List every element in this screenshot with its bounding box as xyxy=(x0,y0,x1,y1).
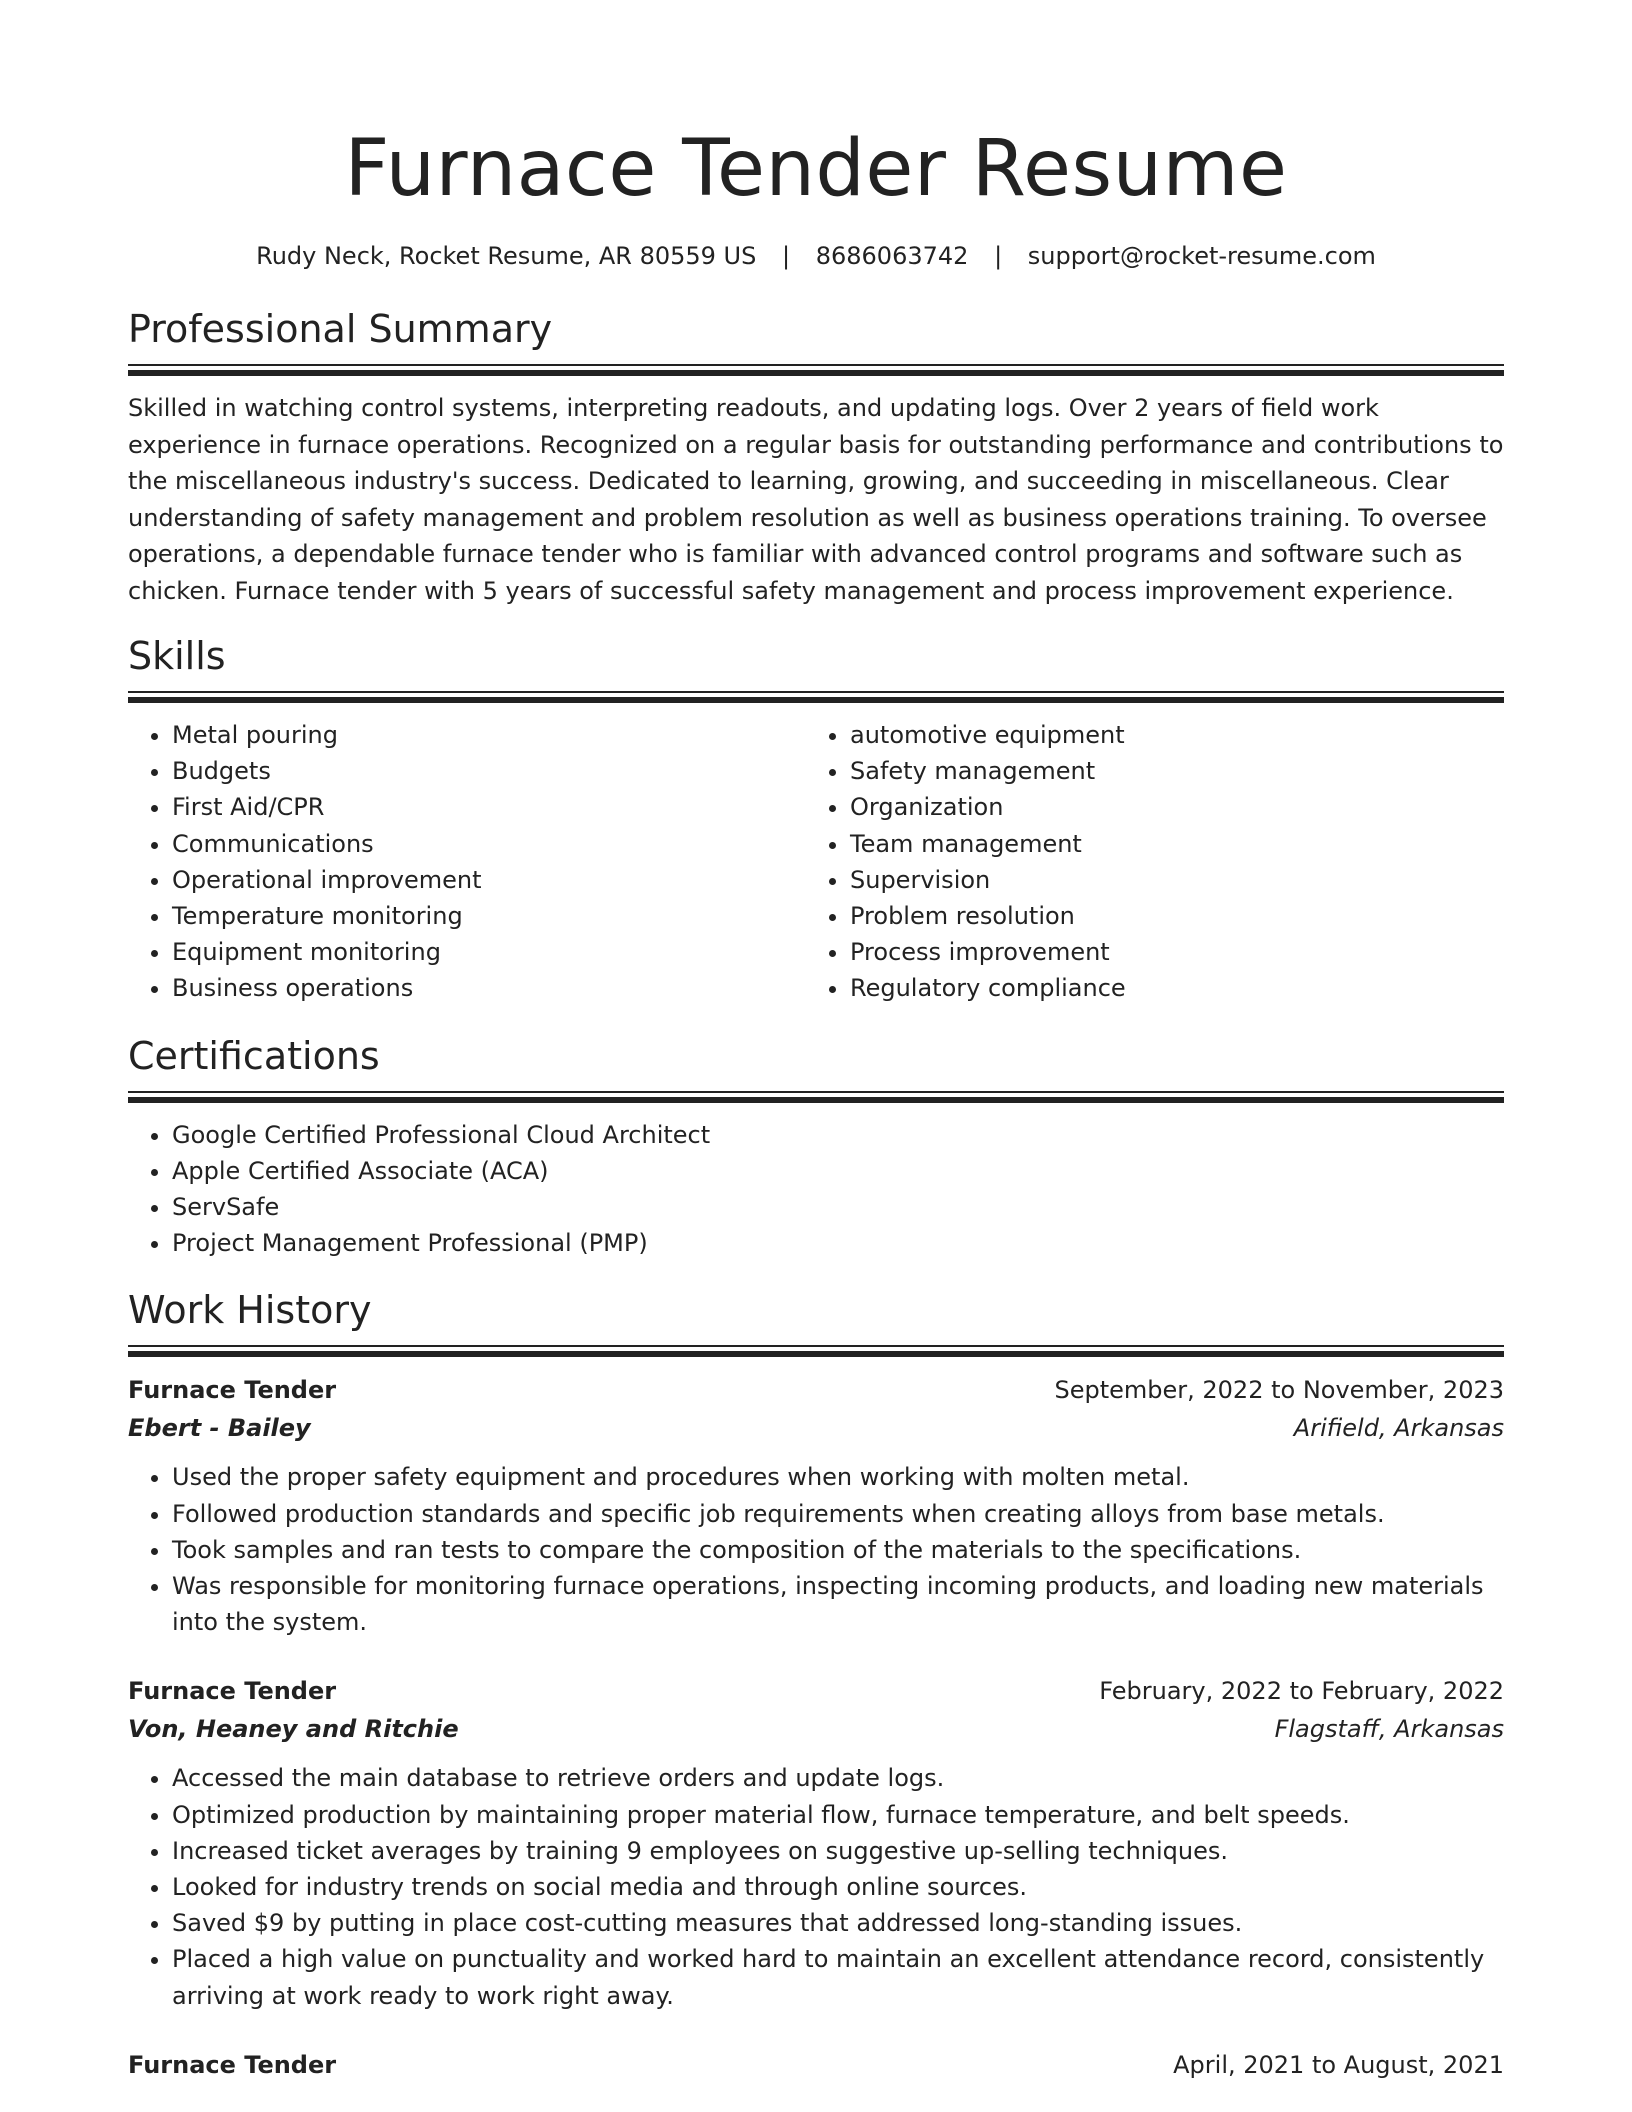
job-dates: February, 2022 to February, 2022 xyxy=(1099,1677,1504,1706)
contact-separator: | xyxy=(781,242,791,270)
skill-item: • Operational improvement xyxy=(172,862,806,898)
section-divider xyxy=(128,691,1504,705)
job-bullet: • Saved $9 by putting in place cost-cutting measures that addressed long-standing issues. xyxy=(172,1905,1504,1941)
job-title: Furnace Tender xyxy=(128,1376,337,1405)
job-bullet: • Followed production standards and specific job requirements when creating alloys from base metals. xyxy=(172,1496,1504,1532)
section-divider xyxy=(128,1345,1504,1359)
skill-item: • Business operations xyxy=(172,970,806,1006)
job-location: Arifield, Arkansas xyxy=(1293,1414,1504,1443)
skill-item: • First Aid/CPR xyxy=(172,789,806,825)
skill-item: • Metal pouring xyxy=(172,717,806,753)
job-dates: September, 2022 to November, 2023 xyxy=(1054,1376,1504,1405)
skill-item: • Supervision xyxy=(850,862,1484,898)
section-divider xyxy=(128,364,1504,378)
skill-item: • Organization xyxy=(850,789,1484,825)
job-title: Furnace Tender xyxy=(128,1677,337,1706)
job-bullet: • Placed a high value on punctuality and worked hard to maintain an excellent attendance record, consistently arriving at work ready to work right away. xyxy=(172,1941,1504,2013)
skill-item: • Equipment monitoring xyxy=(172,934,806,970)
certification-item: • Apple Certified Associate (ACA) xyxy=(172,1153,1504,1189)
skills-columns xyxy=(128,717,1504,1007)
job-bullet: • Increased ticket averages by training 9 employees on suggestive up-selling techniques. xyxy=(172,1833,1504,1869)
job-bullet: • Accessed the main database to retrieve orders and update logs. xyxy=(172,1760,1504,1796)
contact-address: Rudy Neck, Rocket Resume, AR 80559 US xyxy=(256,242,757,270)
job-entry xyxy=(128,2046,1504,2084)
contact-phone: 8686063742 xyxy=(815,242,969,270)
job-subheader xyxy=(128,1710,1504,1748)
job-header xyxy=(128,1672,1504,1710)
skill-item: • Communications xyxy=(172,826,806,862)
certification-item: • ServSafe xyxy=(172,1189,1504,1225)
skills-right-column xyxy=(806,717,1484,1007)
skill-item: • Process improvement xyxy=(850,934,1484,970)
summary-section xyxy=(128,306,1504,609)
skill-item: • Problem resolution xyxy=(850,898,1484,934)
skills-heading: Skills xyxy=(128,634,226,678)
job-location: Flagstaff, Arkansas xyxy=(1274,1715,1504,1744)
job-bullet: • Took samples and ran tests to compare the composition of the materials to the specifications. xyxy=(172,1532,1504,1568)
section-divider xyxy=(128,1091,1504,1105)
skill-item: • Regulatory compliance xyxy=(850,970,1484,1006)
skill-item: • Temperature monitoring xyxy=(172,898,806,934)
certifications-section xyxy=(128,1033,1504,1262)
work-history-section xyxy=(128,1287,1504,2083)
certifications-heading: Certifications xyxy=(128,1033,380,1078)
job-bullets xyxy=(128,1760,1504,2013)
job-header xyxy=(128,2046,1504,2084)
job-title: Furnace Tender xyxy=(128,2050,337,2079)
work-history-heading: Work History xyxy=(128,1288,372,1333)
resume-title: Furnace Tender Resume xyxy=(344,124,1288,214)
job-bullet: • Was responsible for monitoring furnace operations, inspecting incoming products, and loading new materials into the system. xyxy=(172,1568,1504,1640)
certification-item: • Google Certified Professional Cloud Architect xyxy=(172,1117,1504,1153)
skills-section xyxy=(128,633,1504,1007)
skill-item: • Safety management xyxy=(850,753,1484,789)
contact-email: support@rocket-resume.com xyxy=(1027,242,1376,270)
job-company: Ebert - Bailey xyxy=(128,1414,311,1443)
contact-line xyxy=(128,240,1504,272)
job-subheader xyxy=(128,1409,1504,1447)
certifications-list xyxy=(128,1117,1504,1262)
job-bullet: • Optimized production by maintaining proper material flow, furnace temperature, and belt speeds. xyxy=(172,1797,1504,1833)
skill-item: • automotive equipment xyxy=(850,717,1484,753)
job-bullet: • Looked for industry trends on social media and through online sources. xyxy=(172,1869,1504,1905)
job-bullets xyxy=(128,1459,1504,1640)
certification-item: • Project Management Professional (PMP) xyxy=(172,1225,1504,1261)
summary-text: Skilled in watching control systems, interpreting readouts, and updating logs. Over 2 years of field work experience in furnace operations. Recognized on a regular basis for outstanding performance and contributions to the miscellaneous industry's success. Dedicated to learning, growing, and succeeding in miscellaneous. Clear understanding of safety management and problem resolution as well as business operations training. To oversee operations, a dependable furnace tender who is familiar with advanced control programs and software such as chicken. Furnace tender with 5 years of successful safety management and process improvement experience. xyxy=(128,394,1504,605)
job-entry xyxy=(128,1672,1504,2013)
job-bullet: • Used the proper safety equipment and procedures when working with molten metal. xyxy=(172,1459,1504,1495)
job-company: Von, Heaney and Ritchie xyxy=(128,1715,459,1744)
resume-page xyxy=(128,0,1504,2084)
job-entry xyxy=(128,1371,1504,1640)
summary-heading: Professional Summary xyxy=(128,307,553,351)
contact-separator: | xyxy=(994,242,1003,270)
skill-item: • Budgets xyxy=(172,753,806,789)
job-dates: April, 2021 to August, 2021 xyxy=(1173,2050,1504,2079)
skill-item: • Team management xyxy=(850,826,1484,862)
skills-left-column xyxy=(128,717,806,1007)
job-header xyxy=(128,1371,1504,1409)
